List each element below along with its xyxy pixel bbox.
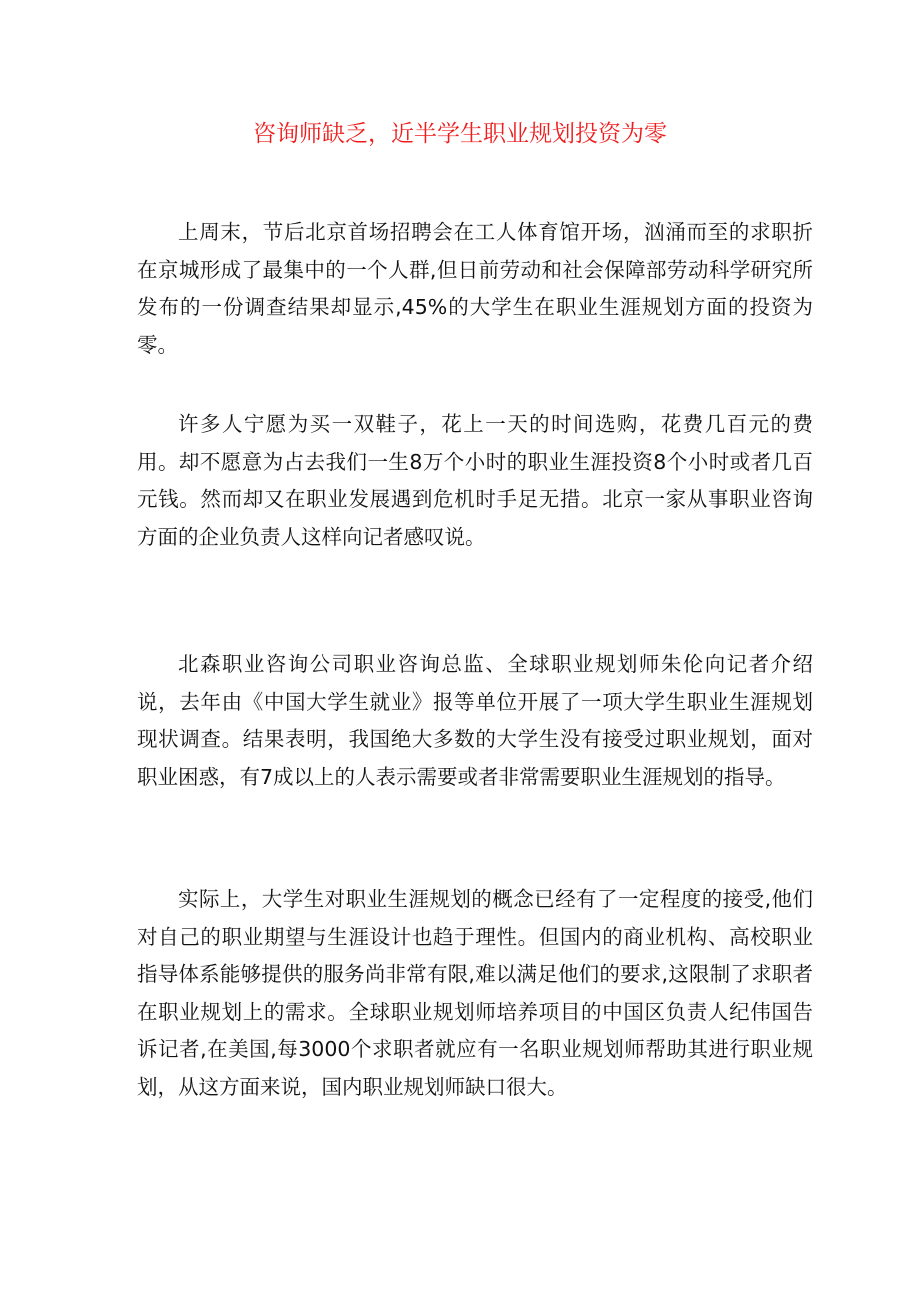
paragraph-3: 北森职业咨询公司职业咨询总监、全球职业规划师朱伦向记者介绍说，去年由《中国大学生就业》报等单位开展了一项大学生职业生涯规划现状调查。结果表明，我国绝大多数的大学生没有接受过职业规划，面对职业困惑，有7成以上的人表示需要或者非常需要职业生涯规划的指导。 [137,652,813,789]
document-title: 咨询师缺乏，近半学生职业规划投资为零 [253,121,667,147]
paragraph-2: 许多人宁愿为买一双鞋子，花上一天的时间选购，花费几百元的费用。却不愿意为占去我们一生8万个小时的职业生涯投资8个小时或者几百元钱。然而却又在职业发展遇到危机时手足无措。北京一家从事职业咨询方面的企业负责人这样向记者感叹说。 [137,412,813,549]
paragraph-1: 上周末，节后北京首场招聘会在工人体育馆开场，汹涌而至的求职折在京城形成了最集中的一个人群,但日前劳动和社会保障部劳动科学研究所发布的一份调查结果却显示,45%的大学生在职业生涯规划方面的投资为零。 [137,220,813,357]
paragraph-4: 实际上，大学生对职业生涯规划的概念已经有了一定程度的接受,他们对自己的职业期望与生涯设计也趋于理性。但国内的商业机构、高校职业指导体系能够提供的服务尚非常有限,难以满足他们的要求,这限制了求职者在职业规划上的需求。全球职业规划师培养项目的中国区负责人纪伟国告诉记者,在美国,每3000个求职者就应有一名职业规划师帮助其进行职业规划，从这方面来说，国内职业规划师缺口很大。 [137,887,813,1099]
